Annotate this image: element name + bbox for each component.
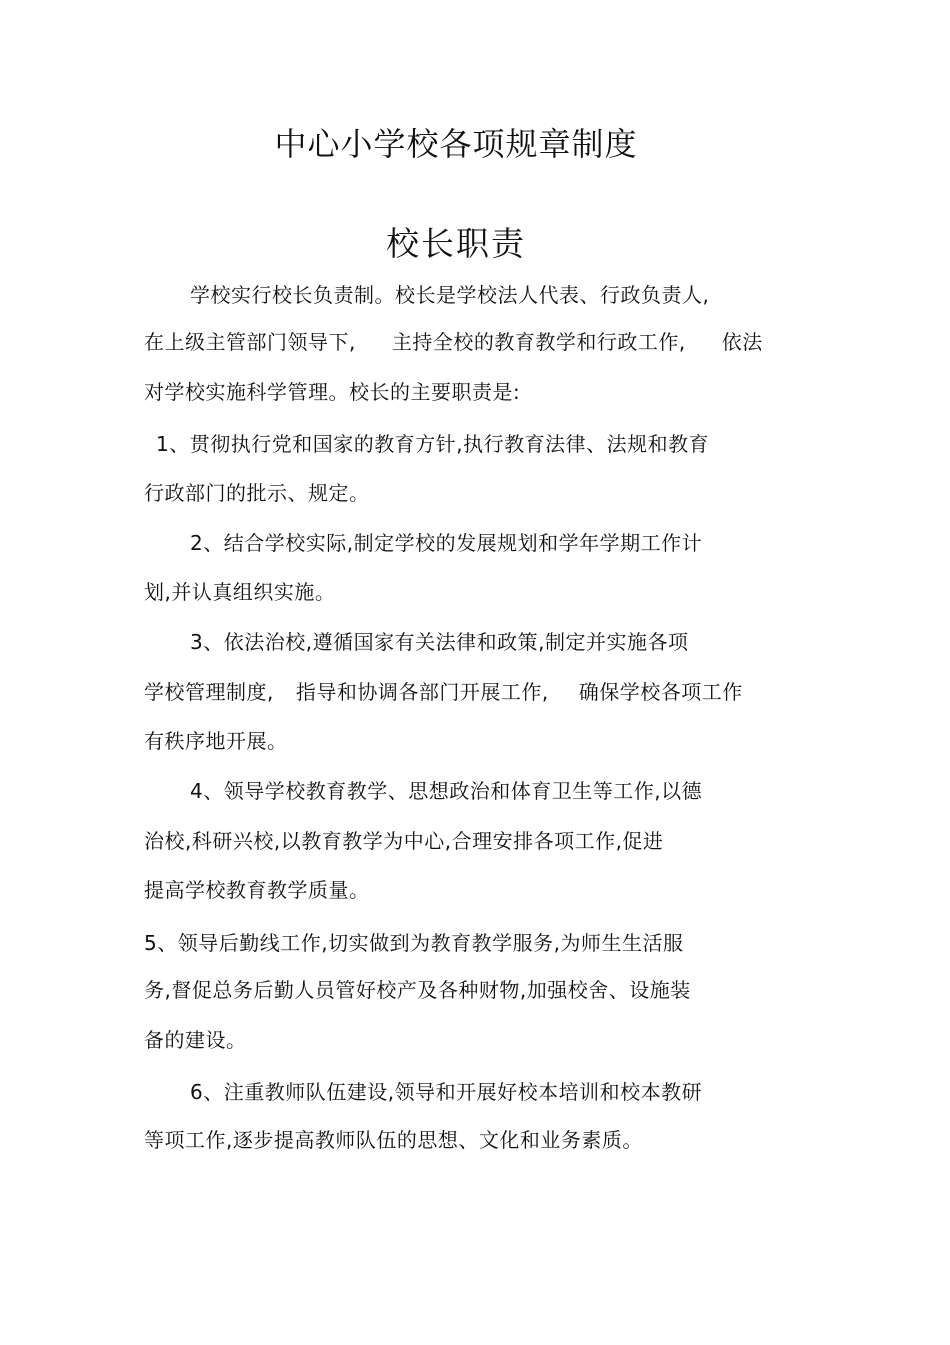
intro-line-2-part-a: 在上级主管部门领导下,	[144, 330, 356, 354]
item-3-line-2	[144, 677, 743, 707]
item-3-line-1: 3、依法治校,遵循国家有关法律和政策,制定并实施各项	[190, 630, 689, 654]
item-3-line-2-part-b: 指导和协调各部门开展工作,	[295, 680, 549, 704]
item-3-line-3: 有秩序地开展。	[144, 729, 288, 753]
item-5-line-3: 备的建设。	[144, 1028, 247, 1052]
item-1-line-2: 行政部门的批示、规定。	[144, 481, 370, 505]
item-2-line-2: 划,并认真组织实施。	[144, 580, 336, 604]
item-3-line-2-part-c: 确保学校各项工作	[578, 680, 743, 704]
item-4-line-1: 4、领导学校教育教学、思想政治和体育卫生等工作,以德	[190, 779, 703, 803]
document-title: 中心小学校各项规章制度	[274, 125, 638, 163]
item-4-line-3: 提高学校教育教学质量。	[144, 878, 370, 902]
intro-line-2-part-c: 依法	[721, 330, 763, 354]
item-5-line-2: 务,督促总务后勤人员管好校产及各种财物,加强校舍、设施装	[144, 978, 691, 1002]
item-3-line-2-part-a: 学校管理制度,	[144, 680, 274, 704]
intro-line-2-part-b: 主持全校的教育教学和行政工作,	[391, 330, 686, 354]
section-title: 校长职责	[386, 224, 526, 263]
item-2-line-1: 2、结合学校实际,制定学校的发展规划和学年学期工作计	[190, 531, 703, 555]
item-6-line-1: 6、注重教师队伍建设,领导和开展好校本培训和校本教研	[190, 1080, 703, 1104]
item-5-line-1: 5、领导后勤线工作,切实做到为教育教学服务,为师生生活服	[144, 931, 684, 955]
item-4-line-2: 治校,科研兴校,以教育教学为中心,合理安排各项工作,促进	[144, 829, 664, 853]
item-1-line-1: 1、贯彻执行党和国家的教育方针,执行教育法律、法规和教育	[156, 432, 710, 456]
intro-line-1: 学校实行校长负责制。校长是学校法人代表、行政负责人,	[190, 283, 710, 307]
item-6-line-2: 等项工作,逐步提高教师队伍的思想、文化和业务素质。	[144, 1128, 643, 1152]
intro-line-3: 对学校实施科学管理。校长的主要职责是:	[144, 380, 521, 404]
intro-line-2	[144, 327, 763, 357]
